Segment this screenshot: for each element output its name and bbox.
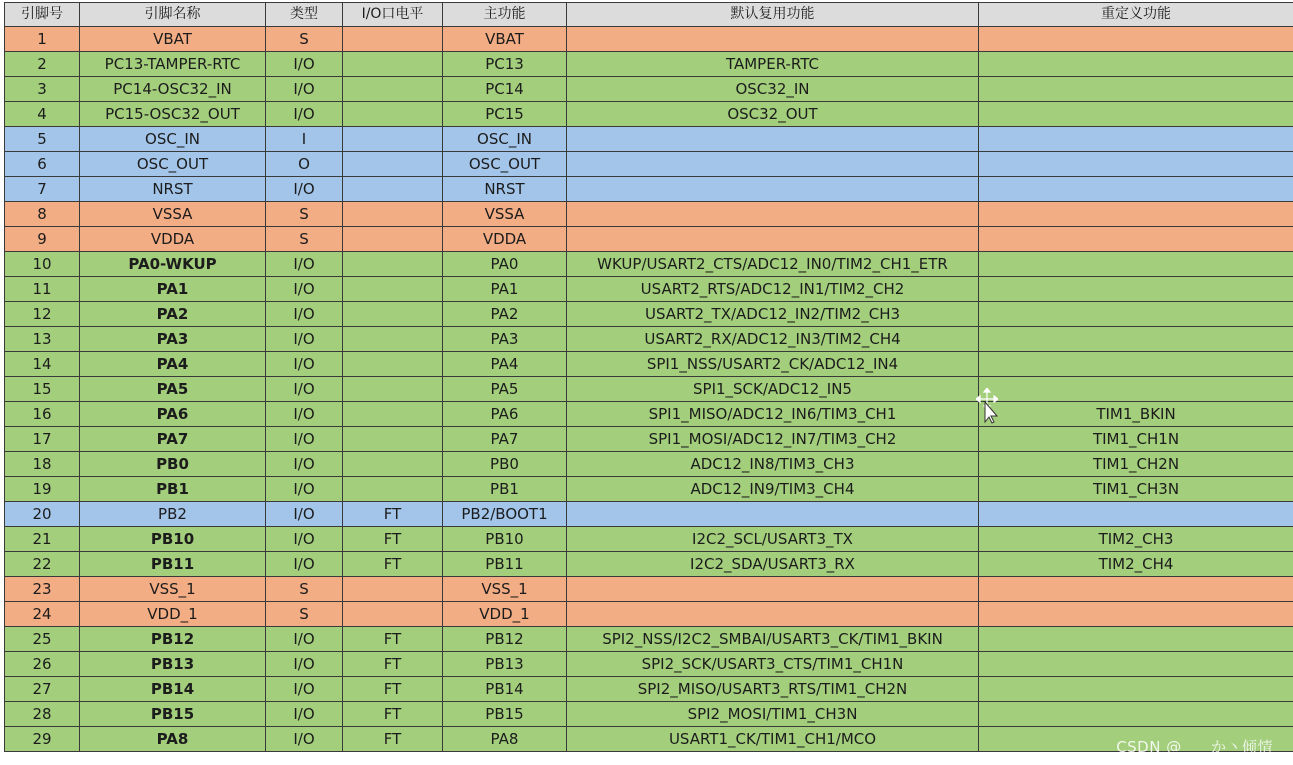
table-row bbox=[5, 452, 1293, 477]
default-alt-function-cell: SPI1_MISO/ADC12_IN6/TIM3_CH1 bbox=[567, 402, 979, 427]
pin-name-cell: PB2 bbox=[80, 502, 266, 527]
pin-type-cell: I/O bbox=[266, 677, 343, 702]
remap-function-cell bbox=[979, 302, 1293, 327]
pin-number-cell: 9 bbox=[5, 227, 80, 252]
pin-type-cell: I/O bbox=[266, 177, 343, 202]
pin-number-cell: 17 bbox=[5, 427, 80, 452]
default-alt-function-cell bbox=[567, 502, 979, 527]
pin-number-cell: 29 bbox=[5, 727, 80, 752]
remap-function-cell bbox=[979, 102, 1293, 127]
table-row bbox=[5, 427, 1293, 452]
remap-function-cell bbox=[979, 77, 1293, 102]
table-row bbox=[5, 327, 1293, 352]
io-level-cell: FT bbox=[343, 627, 443, 652]
pin-type-cell: I/O bbox=[266, 327, 343, 352]
remap-function-cell bbox=[979, 27, 1293, 52]
default-alt-function-cell: I2C2_SDA/USART3_RX bbox=[567, 552, 979, 577]
remap-function-cell bbox=[979, 277, 1293, 302]
header-type: 类型 bbox=[266, 3, 343, 27]
main-function-cell: PA2 bbox=[443, 302, 567, 327]
pin-name-cell: PA6 bbox=[80, 402, 266, 427]
pin-name-cell: VBAT bbox=[80, 27, 266, 52]
remap-function-cell bbox=[979, 152, 1293, 177]
io-level-cell bbox=[343, 52, 443, 77]
main-function-cell: VBAT bbox=[443, 27, 567, 52]
pin-number-cell: 13 bbox=[5, 327, 80, 352]
pin-number-cell: 24 bbox=[5, 602, 80, 627]
pin-name-cell: PB13 bbox=[80, 652, 266, 677]
main-function-cell: PC14 bbox=[443, 77, 567, 102]
default-alt-function-cell bbox=[567, 602, 979, 627]
remap-function-cell: TIM2_CH4 bbox=[979, 552, 1293, 577]
move-cursor-icon bbox=[976, 388, 998, 424]
pin-type-cell: S bbox=[266, 227, 343, 252]
table-row bbox=[5, 677, 1293, 702]
remap-function-cell bbox=[979, 377, 1293, 402]
pin-number-cell: 21 bbox=[5, 527, 80, 552]
pin-table-container bbox=[4, 2, 1293, 765]
pin-number-cell: 22 bbox=[5, 552, 80, 577]
pin-name-cell: OSC_IN bbox=[80, 127, 266, 152]
io-level-cell bbox=[343, 77, 443, 102]
table-row bbox=[5, 102, 1293, 127]
table-row bbox=[5, 52, 1293, 77]
default-alt-function-cell: USART2_RTS/ADC12_IN1/TIM2_CH2 bbox=[567, 277, 979, 302]
remap-function-cell bbox=[979, 677, 1293, 702]
default-alt-function-cell: ADC12_IN8/TIM3_CH3 bbox=[567, 452, 979, 477]
io-level-cell bbox=[343, 427, 443, 452]
table-body bbox=[5, 27, 1293, 752]
pin-name-cell: VDDA bbox=[80, 227, 266, 252]
pin-number-cell: 27 bbox=[5, 677, 80, 702]
pin-name-cell: PA2 bbox=[80, 302, 266, 327]
table-row bbox=[5, 152, 1293, 177]
pin-name-cell: PC14-OSC32_IN bbox=[80, 77, 266, 102]
pin-type-cell: I/O bbox=[266, 477, 343, 502]
pin-number-cell: 11 bbox=[5, 277, 80, 302]
pin-name-cell: PA0-WKUP bbox=[80, 252, 266, 277]
table-row bbox=[5, 577, 1293, 602]
table-row bbox=[5, 27, 1293, 52]
main-function-cell: NRST bbox=[443, 177, 567, 202]
io-level-cell: FT bbox=[343, 527, 443, 552]
default-alt-function-cell: OSC32_OUT bbox=[567, 102, 979, 127]
main-function-cell: PA5 bbox=[443, 377, 567, 402]
pin-number-cell: 15 bbox=[5, 377, 80, 402]
default-alt-function-cell: SPI2_MISO/USART3_RTS/TIM1_CH2N bbox=[567, 677, 979, 702]
io-level-cell bbox=[343, 577, 443, 602]
table-row bbox=[5, 77, 1293, 102]
table-row bbox=[5, 352, 1293, 377]
header-io-level: I/O口电平 bbox=[343, 3, 443, 27]
default-alt-function-cell bbox=[567, 577, 979, 602]
remap-function-cell: TIM1_BKIN bbox=[979, 402, 1293, 427]
default-alt-function-cell: USART1_CK/TIM1_CH1/MCO bbox=[567, 727, 979, 752]
pin-number-cell: 18 bbox=[5, 452, 80, 477]
default-alt-function-cell: SPI1_MOSI/ADC12_IN7/TIM3_CH2 bbox=[567, 427, 979, 452]
default-alt-function-cell: SPI2_SCK/USART3_CTS/TIM1_CH1N bbox=[567, 652, 979, 677]
pin-name-cell: PA8 bbox=[80, 727, 266, 752]
pin-number-cell: 2 bbox=[5, 52, 80, 77]
default-alt-function-cell bbox=[567, 27, 979, 52]
io-level-cell bbox=[343, 277, 443, 302]
main-function-cell: PB1 bbox=[443, 477, 567, 502]
pin-number-cell: 12 bbox=[5, 302, 80, 327]
io-level-cell: FT bbox=[343, 677, 443, 702]
pin-number-cell: 5 bbox=[5, 127, 80, 152]
default-alt-function-cell: I2C2_SCL/USART3_TX bbox=[567, 527, 979, 552]
main-function-cell: PB0 bbox=[443, 452, 567, 477]
pin-type-cell: I bbox=[266, 127, 343, 152]
pin-name-cell: PA5 bbox=[80, 377, 266, 402]
pin-name-cell: PB15 bbox=[80, 702, 266, 727]
main-function-cell: PB10 bbox=[443, 527, 567, 552]
table-row bbox=[5, 652, 1293, 677]
pin-type-cell: I/O bbox=[266, 627, 343, 652]
remap-function-cell bbox=[979, 502, 1293, 527]
table-row bbox=[5, 302, 1293, 327]
default-alt-function-cell bbox=[567, 202, 979, 227]
table-row bbox=[5, 177, 1293, 202]
io-level-cell: FT bbox=[343, 552, 443, 577]
remap-function-cell bbox=[979, 52, 1293, 77]
pin-number-cell: 8 bbox=[5, 202, 80, 227]
io-level-cell bbox=[343, 27, 443, 52]
pin-type-cell: I/O bbox=[266, 277, 343, 302]
io-level-cell bbox=[343, 152, 443, 177]
pin-name-cell: PB12 bbox=[80, 627, 266, 652]
main-function-cell: PA0 bbox=[443, 252, 567, 277]
remap-function-cell bbox=[979, 352, 1293, 377]
pin-number-cell: 3 bbox=[5, 77, 80, 102]
pin-type-cell: I/O bbox=[266, 727, 343, 752]
remap-function-cell bbox=[979, 227, 1293, 252]
main-function-cell: OSC_OUT bbox=[443, 152, 567, 177]
io-level-cell bbox=[343, 477, 443, 502]
pin-type-cell: S bbox=[266, 577, 343, 602]
pin-name-cell: PA3 bbox=[80, 327, 266, 352]
table-row bbox=[5, 527, 1293, 552]
io-level-cell bbox=[343, 127, 443, 152]
main-function-cell: PC15 bbox=[443, 102, 567, 127]
default-alt-function-cell: SPI2_NSS/I2C2_SMBAI/USART3_CK/TIM1_BKIN bbox=[567, 627, 979, 652]
pin-name-cell: PB10 bbox=[80, 527, 266, 552]
pin-type-cell: I/O bbox=[266, 527, 343, 552]
default-alt-function-cell: USART2_TX/ADC12_IN2/TIM2_CH3 bbox=[567, 302, 979, 327]
pin-type-cell: I/O bbox=[266, 302, 343, 327]
remap-function-cell bbox=[979, 127, 1293, 152]
pin-type-cell: S bbox=[266, 27, 343, 52]
pin-name-cell: PC13-TAMPER-RTC bbox=[80, 52, 266, 77]
pin-definition-table bbox=[4, 2, 1293, 752]
io-level-cell bbox=[343, 377, 443, 402]
pin-number-cell: 23 bbox=[5, 577, 80, 602]
header-pin-name: 引脚名称 bbox=[80, 3, 266, 27]
pin-number-cell: 20 bbox=[5, 502, 80, 527]
io-level-cell: FT bbox=[343, 727, 443, 752]
table-row bbox=[5, 502, 1293, 527]
table-row bbox=[5, 277, 1293, 302]
pin-type-cell: I/O bbox=[266, 252, 343, 277]
io-level-cell bbox=[343, 352, 443, 377]
table-row bbox=[5, 727, 1293, 752]
io-level-cell bbox=[343, 452, 443, 477]
io-level-cell bbox=[343, 252, 443, 277]
default-alt-function-cell bbox=[567, 152, 979, 177]
main-function-cell: PB12 bbox=[443, 627, 567, 652]
pin-type-cell: O bbox=[266, 152, 343, 177]
io-level-cell bbox=[343, 202, 443, 227]
pin-name-cell: PB11 bbox=[80, 552, 266, 577]
main-function-cell: PA4 bbox=[443, 352, 567, 377]
pin-name-cell: PA7 bbox=[80, 427, 266, 452]
remap-function-cell bbox=[979, 652, 1293, 677]
main-function-cell: VDDA bbox=[443, 227, 567, 252]
table-row bbox=[5, 702, 1293, 727]
header-pin-number: 引脚号 bbox=[5, 3, 80, 27]
pin-number-cell: 19 bbox=[5, 477, 80, 502]
main-function-cell: PC13 bbox=[443, 52, 567, 77]
default-alt-function-cell: SPI1_NSS/USART2_CK/ADC12_IN4 bbox=[567, 352, 979, 377]
io-level-cell: FT bbox=[343, 652, 443, 677]
main-function-cell: PB15 bbox=[443, 702, 567, 727]
remap-function-cell bbox=[979, 327, 1293, 352]
remap-function-cell bbox=[979, 252, 1293, 277]
main-function-cell: PA7 bbox=[443, 427, 567, 452]
table-row bbox=[5, 377, 1293, 402]
table-row bbox=[5, 252, 1293, 277]
main-function-cell: OSC_IN bbox=[443, 127, 567, 152]
main-function-cell: VDD_1 bbox=[443, 602, 567, 627]
pin-type-cell: I/O bbox=[266, 402, 343, 427]
remap-function-cell bbox=[979, 177, 1293, 202]
pin-type-cell: I/O bbox=[266, 377, 343, 402]
pin-type-cell: S bbox=[266, 602, 343, 627]
pin-name-cell: OSC_OUT bbox=[80, 152, 266, 177]
remap-function-cell: TIM1_CH2N bbox=[979, 452, 1293, 477]
default-alt-function-cell: USART2_RX/ADC12_IN3/TIM2_CH4 bbox=[567, 327, 979, 352]
default-alt-function-cell: SPI1_SCK/ADC12_IN5 bbox=[567, 377, 979, 402]
header-row bbox=[5, 3, 1293, 27]
io-level-cell bbox=[343, 327, 443, 352]
pin-number-cell: 25 bbox=[5, 627, 80, 652]
pin-name-cell: PB14 bbox=[80, 677, 266, 702]
watermark-text: CSDN @___ か丶倾情 bbox=[1116, 738, 1273, 756]
main-function-cell: PA1 bbox=[443, 277, 567, 302]
table-row bbox=[5, 552, 1293, 577]
remap-function-cell bbox=[979, 577, 1293, 602]
main-function-cell: VSSA bbox=[443, 202, 567, 227]
pin-name-cell: VSSA bbox=[80, 202, 266, 227]
default-alt-function-cell: SPI2_MOSI/TIM1_CH3N bbox=[567, 702, 979, 727]
default-alt-function-cell bbox=[567, 227, 979, 252]
default-alt-function-cell: WKUP/USART2_CTS/ADC12_IN0/TIM2_CH1_ETR bbox=[567, 252, 979, 277]
table-row bbox=[5, 627, 1293, 652]
default-alt-function-cell: TAMPER-RTC bbox=[567, 52, 979, 77]
pin-type-cell: S bbox=[266, 202, 343, 227]
pin-name-cell: NRST bbox=[80, 177, 266, 202]
table-row bbox=[5, 402, 1293, 427]
table-row bbox=[5, 477, 1293, 502]
io-level-cell: FT bbox=[343, 702, 443, 727]
remap-function-cell bbox=[979, 602, 1293, 627]
pin-type-cell: I/O bbox=[266, 652, 343, 677]
pin-name-cell: VSS_1 bbox=[80, 577, 266, 602]
remap-function-cell: TIM2_CH3 bbox=[979, 527, 1293, 552]
pin-name-cell: PA4 bbox=[80, 352, 266, 377]
main-function-cell: PB2/BOOT1 bbox=[443, 502, 567, 527]
default-alt-function-cell: OSC32_IN bbox=[567, 77, 979, 102]
pin-number-cell: 7 bbox=[5, 177, 80, 202]
pin-name-cell: PA1 bbox=[80, 277, 266, 302]
remap-function-cell: TIM1_CH1N bbox=[979, 427, 1293, 452]
pin-number-cell: 10 bbox=[5, 252, 80, 277]
main-function-cell: PB11 bbox=[443, 552, 567, 577]
main-function-cell: PB14 bbox=[443, 677, 567, 702]
io-level-cell bbox=[343, 227, 443, 252]
table-row bbox=[5, 127, 1293, 152]
io-level-cell bbox=[343, 177, 443, 202]
pin-type-cell: I/O bbox=[266, 102, 343, 127]
pin-type-cell: I/O bbox=[266, 427, 343, 452]
pin-number-cell: 16 bbox=[5, 402, 80, 427]
main-function-cell: PA8 bbox=[443, 727, 567, 752]
io-level-cell bbox=[343, 302, 443, 327]
pin-name-cell: PB1 bbox=[80, 477, 266, 502]
pin-type-cell: I/O bbox=[266, 552, 343, 577]
main-function-cell: PA6 bbox=[443, 402, 567, 427]
header-default-alt-function: 默认复用功能 bbox=[567, 3, 979, 27]
pin-number-cell: 4 bbox=[5, 102, 80, 127]
pin-type-cell: I/O bbox=[266, 502, 343, 527]
pin-type-cell: I/O bbox=[266, 77, 343, 102]
io-level-cell bbox=[343, 402, 443, 427]
remap-function-cell bbox=[979, 627, 1293, 652]
pin-name-cell: VDD_1 bbox=[80, 602, 266, 627]
io-level-cell bbox=[343, 102, 443, 127]
pin-number-cell: 28 bbox=[5, 702, 80, 727]
pin-type-cell: I/O bbox=[266, 52, 343, 77]
header-remap-function: 重定义功能 bbox=[979, 3, 1293, 27]
pin-name-cell: PC15-OSC32_OUT bbox=[80, 102, 266, 127]
main-function-cell: VSS_1 bbox=[443, 577, 567, 602]
main-function-cell: PB13 bbox=[443, 652, 567, 677]
main-function-cell: PA3 bbox=[443, 327, 567, 352]
io-level-cell bbox=[343, 602, 443, 627]
table-row bbox=[5, 202, 1293, 227]
pin-name-cell: PB0 bbox=[80, 452, 266, 477]
default-alt-function-cell bbox=[567, 177, 979, 202]
table-row bbox=[5, 227, 1293, 252]
pin-type-cell: I/O bbox=[266, 352, 343, 377]
io-level-cell: FT bbox=[343, 502, 443, 527]
pin-number-cell: 1 bbox=[5, 27, 80, 52]
pin-type-cell: I/O bbox=[266, 702, 343, 727]
pin-type-cell: I/O bbox=[266, 452, 343, 477]
table-row bbox=[5, 602, 1293, 627]
remap-function-cell bbox=[979, 702, 1293, 727]
remap-function-cell bbox=[979, 202, 1293, 227]
default-alt-function-cell bbox=[567, 127, 979, 152]
pin-number-cell: 6 bbox=[5, 152, 80, 177]
header-main-function: 主功能 bbox=[443, 3, 567, 27]
remap-function-cell: TIM1_CH3N bbox=[979, 477, 1293, 502]
pin-number-cell: 26 bbox=[5, 652, 80, 677]
default-alt-function-cell: ADC12_IN9/TIM3_CH4 bbox=[567, 477, 979, 502]
pin-number-cell: 14 bbox=[5, 352, 80, 377]
